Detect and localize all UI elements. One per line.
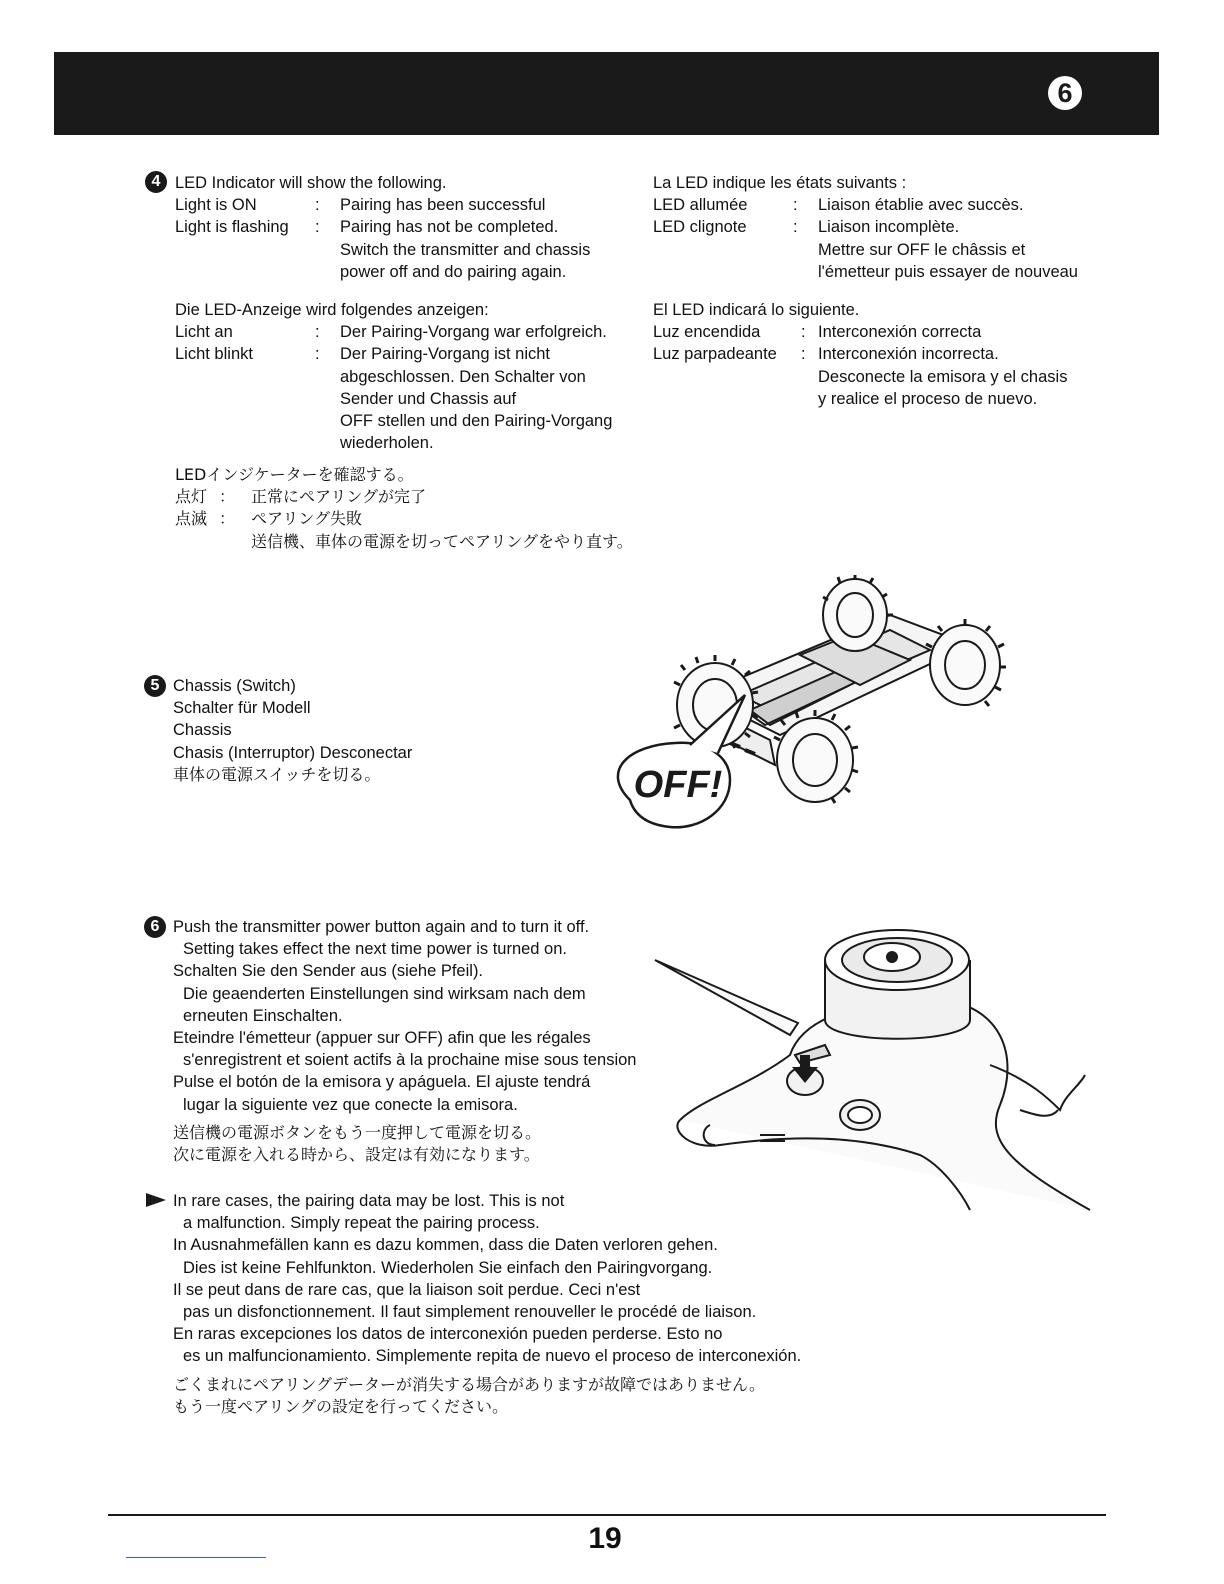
step4-en-block: LED Indicator will show the following. Light is ON : Pairing has been successful Light is flashing : Pairing has not be completed. Switch the transmitter and chassis power off and do pairing again.	[175, 174, 591, 281]
step4-en-intro: LED Indicator will show the following.	[175, 174, 447, 192]
header-bar	[54, 52, 1159, 135]
step4-en-row: Light is ON : Pairing has been successful	[175, 196, 546, 215]
step4-jp-row: 点滅 ： ペアリング失敗	[175, 509, 363, 529]
step4-fr-block: La LED indique les états suivants : LED allumée : Liaison établie avec succès. LED clignote : Liaison incomplète. Mettre sur OFF le châssis et l'émetteur puis essayer de nouveau	[653, 174, 1078, 281]
note-text: In rare cases, the pairing data may be lost. This is not a malfunction. Simply repeat the pairing process. In Ausnahmefällen kann es dazu kommen, dass die Daten verloren gehen. Dies ist keine Fehlfunkton. Wiederholen Sie einfach den Pairingvorgang. Il se peut dans de rare cas, que la liaison soit perdue. Ceci n'est pas un disfonctionnement. Il faut simplement renouveller le procédé de liaison. En raras excepciones los datos de interconexión pueden perderse. Esto no es un malfuncionamiento. Simplemente repita de nuevo el proceso de interconexión.	[173, 1192, 802, 1366]
footer-rule	[108, 1514, 1106, 1516]
step4-jp-block: LEDインジケーターを確認する。 点灯 ： 正常にペアリングが完了 点滅 ： ペアリング失敗 送信機、車体の電源を切ってペアリングをやり直す。	[175, 465, 633, 551]
step4-es-row: Luz encendida : Interconexión correcta	[653, 323, 982, 342]
off-callout-text: OFF!	[633, 764, 723, 806]
step6-text: Push the transmitter power button again and to turn it off. Setting takes effect the next time power is turned on. Schalten Sie den Sender aus (siehe Pfeil). Die geaenderten Einstellungen sind wirksam nach dem erneuten Einschalten. Eteindre l'émetteur (appuer sur OFF) afin que les régales s'enregistrent et soient actifs à la prochaine mise sous tension Pulse el botón de la emisora y apáguela. El ajuste tendrá lugar la siguiente vez que conecte la emisora.	[173, 918, 637, 1114]
step4-de-row: Licht blinkt : Der Pairing-Vorgang ist nicht	[175, 345, 551, 364]
note-jp-text: ごくまれにペアリングデーターが消失する場合がありますが故障ではありません。 もう一度ペアリングの設定を行ってください。	[173, 1375, 766, 1417]
step4-fr-row: LED clignote : Liaison incomplète.	[653, 218, 960, 237]
step4-number: 4	[145, 171, 167, 193]
step4-de-block: Die LED-Anzeige wird folgendes anzeigen: Licht an : Der Pairing-Vorgang war erfolgreich. Licht blinkt : Der Pairing-Vorgang ist nicht abgeschlossen. Den Schalter von Sender und Chassis auf OFF stellen und den Pairing-Vorgang wiederholen.	[175, 301, 613, 453]
page-number: 19	[588, 1522, 622, 1555]
step4-es-block: El LED indicará lo siguiente. Luz encendida : Interconexión correcta Luz parpadeante : Interconexión incorrecta. Desconecte la emisora y el chasis y realice el proceso de nuevo.	[653, 301, 1068, 408]
note-arrow-icon	[146, 1193, 166, 1207]
step4-jp-intro: LEDインジケーターを確認する。	[175, 465, 414, 484]
step5-text: Chassis (Switch) Schalter für Modell Chassis Chasis (Interruptor) Desconectar 車体の電源スイッチを切る。	[173, 677, 413, 784]
step6-jp-text: 送信機の電源ボタンをもう一度押して電源を切る。 次に電源を入れる時から、設定は有効になります。	[173, 1123, 542, 1165]
step4-fr-intro: La LED indique les états suivants :	[653, 174, 907, 192]
step4-de-row: Licht an : Der Pairing-Vorgang war erfolgreich.	[175, 323, 607, 342]
step4-jp-row: 点灯 ： 正常にペアリングが完了	[175, 487, 427, 507]
blue-rule	[126, 1557, 266, 1558]
step6-number: 6	[144, 916, 166, 938]
step4-es-row: Luz parpadeante : Interconexión incorrecta.	[653, 345, 999, 364]
chassis-illustration	[590, 575, 1020, 855]
step5-number: 5	[144, 675, 166, 697]
step4-fr-row: LED allumée : Liaison établie avec succès.	[653, 196, 1024, 215]
step4-es-intro: El LED indicará lo siguiente.	[653, 301, 860, 319]
transmitter-illustration	[640, 905, 1100, 1215]
step4-de-intro: Die LED-Anzeige wird folgendes anzeigen:	[175, 301, 489, 319]
step-badge: 6	[1048, 76, 1082, 110]
step4-en-row: Light is flashing : Pairing has not be completed.	[175, 218, 559, 237]
